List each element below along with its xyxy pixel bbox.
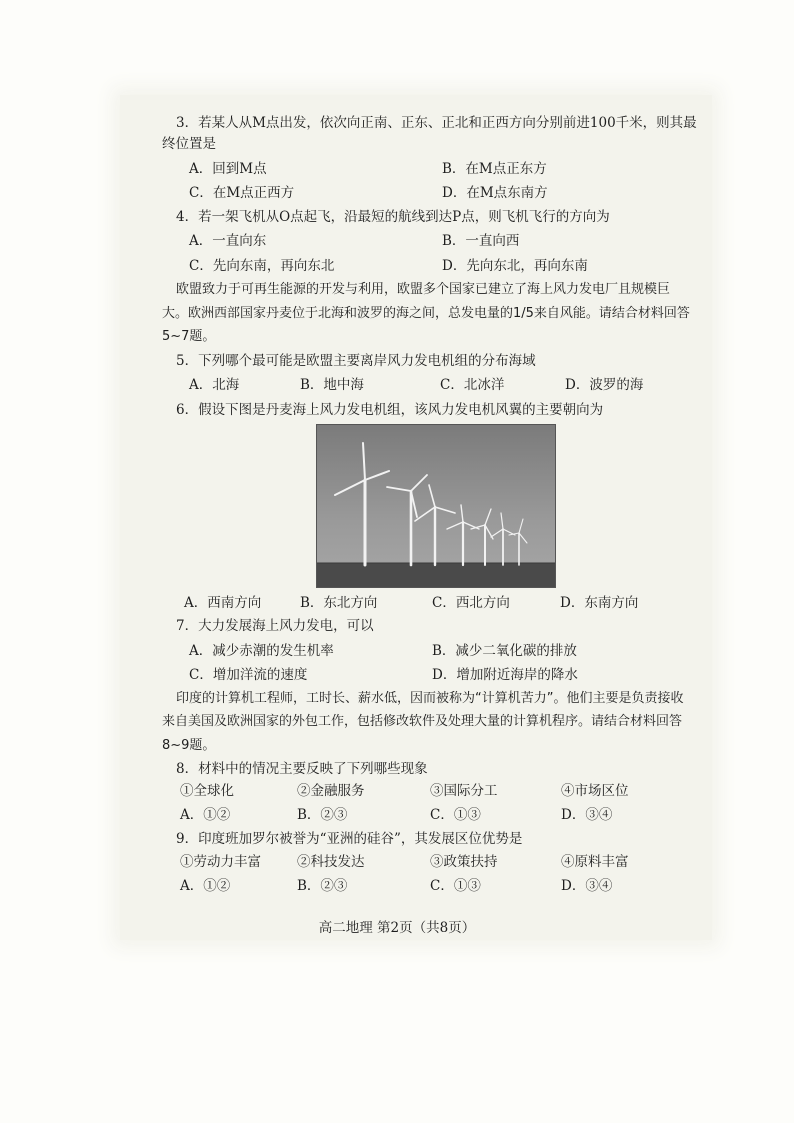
q9-option-c: C．①③ [430, 878, 481, 894]
q7-option-c: C．增加洋流的速度 [189, 667, 308, 683]
q9-item-1: ①劳动力丰富 [180, 854, 261, 870]
q3-stem-line1: 3．若某人从M点出发，依次向正南、正东、正北和正西方向分别前进100千米，则其最 [176, 115, 697, 131]
q7-option-d: D．增加附近海岸的降水 [432, 667, 578, 683]
wind-turbine-photo [316, 424, 556, 588]
q3-option-a: A．回到M点 [189, 161, 267, 177]
q7-option-b: B．减少二氧化碳的排放 [432, 643, 577, 659]
q9-item-3: ③政策扶持 [430, 854, 498, 870]
q8-option-d: D．③④ [561, 807, 613, 823]
material2-line3: 8~9题。 [162, 738, 216, 753]
q4-stem: 4．若一架飞机从O点起飞，沿最短的航线到达P点，则飞机飞行的方向为 [176, 209, 610, 225]
q6-option-b: B．东北方向 [300, 595, 378, 611]
q6-option-a: A．西南方向 [184, 595, 262, 611]
q8-item-1: ①全球化 [180, 783, 234, 799]
q6-option-c: C．西北方向 [432, 595, 510, 611]
q4-option-c: C．先向东南，再向东北 [189, 258, 335, 274]
q9-option-d: D．③④ [561, 878, 613, 894]
q3-option-b: B．在M点正东方 [442, 161, 547, 177]
q9-stem: 9．印度班加罗尔被誉为“亚洲的硅谷”，其发展区位优势是 [176, 831, 523, 847]
material2-line2: 来自美国及欧洲国家的外包工作，包括修改软件及处理大量的计算机程序。请结合材料回答 [162, 714, 683, 729]
q4-option-b: B．一直向西 [442, 233, 520, 249]
q8-item-3: ③国际分工 [430, 783, 498, 799]
q3-option-d: D．在M点东南方 [442, 185, 548, 201]
q8-option-a: A．①② [180, 807, 231, 823]
q8-option-c: C．①③ [430, 807, 481, 823]
q9-option-a: A．①② [180, 878, 231, 894]
q8-stem: 8．材料中的情况主要反映了下列哪些现象 [176, 761, 428, 777]
q5-option-b: B．地中海 [300, 377, 364, 393]
q8-item-2: ②金融服务 [297, 783, 365, 799]
q3-stem-line2: 终位置是 [162, 136, 216, 152]
q9-item-2: ②科技发达 [297, 854, 365, 870]
q9-option-b: B．②③ [297, 878, 348, 894]
page-footer: 高二地理 第2页（共8页） [318, 920, 476, 936]
q5-option-d: D．波罗的海 [565, 377, 644, 393]
q5-option-c: C．北冰洋 [440, 377, 505, 393]
q9-item-4: ④原料丰富 [561, 854, 629, 870]
material1-line3: 5~7题。 [162, 329, 216, 344]
q4-option-a: A．一直向东 [189, 233, 267, 249]
q3-option-c: C．在M点正西方 [189, 185, 295, 201]
material2-line1: 印度的计算机工程师，工时长、薪水低，因而被称为“计算机苦力”。他们主要是负责接收 [176, 691, 684, 706]
material1-line2: 大。欧洲西部国家丹麦位于北海和波罗的海之间，总发电量的1/5来自风能。请结合材料回答 [162, 306, 690, 321]
material1-line1: 欧盟致力于可再生能源的开发与利用，欧盟多个国家已建立了海上风力发电厂且规模巨 [176, 282, 671, 297]
q8-option-b: B．②③ [297, 807, 348, 823]
q8-item-4: ④市场区位 [561, 783, 629, 799]
q6-stem: 6．假设下图是丹麦海上风力发电机组，该风力发电机风翼的主要朝向为 [176, 402, 604, 418]
q7-option-a: A．减少赤潮的发生机率 [189, 643, 334, 659]
q7-stem: 7．大力发展海上风力发电，可以 [176, 618, 374, 634]
q5-stem: 5．下列哪个最可能是欧盟主要离岸风力发电机组的分布海域 [176, 353, 536, 369]
q4-option-d: D．先向东北，再向东南 [442, 258, 588, 274]
q5-option-a: A．北海 [189, 377, 240, 393]
q6-option-d: D．东南方向 [560, 595, 639, 611]
